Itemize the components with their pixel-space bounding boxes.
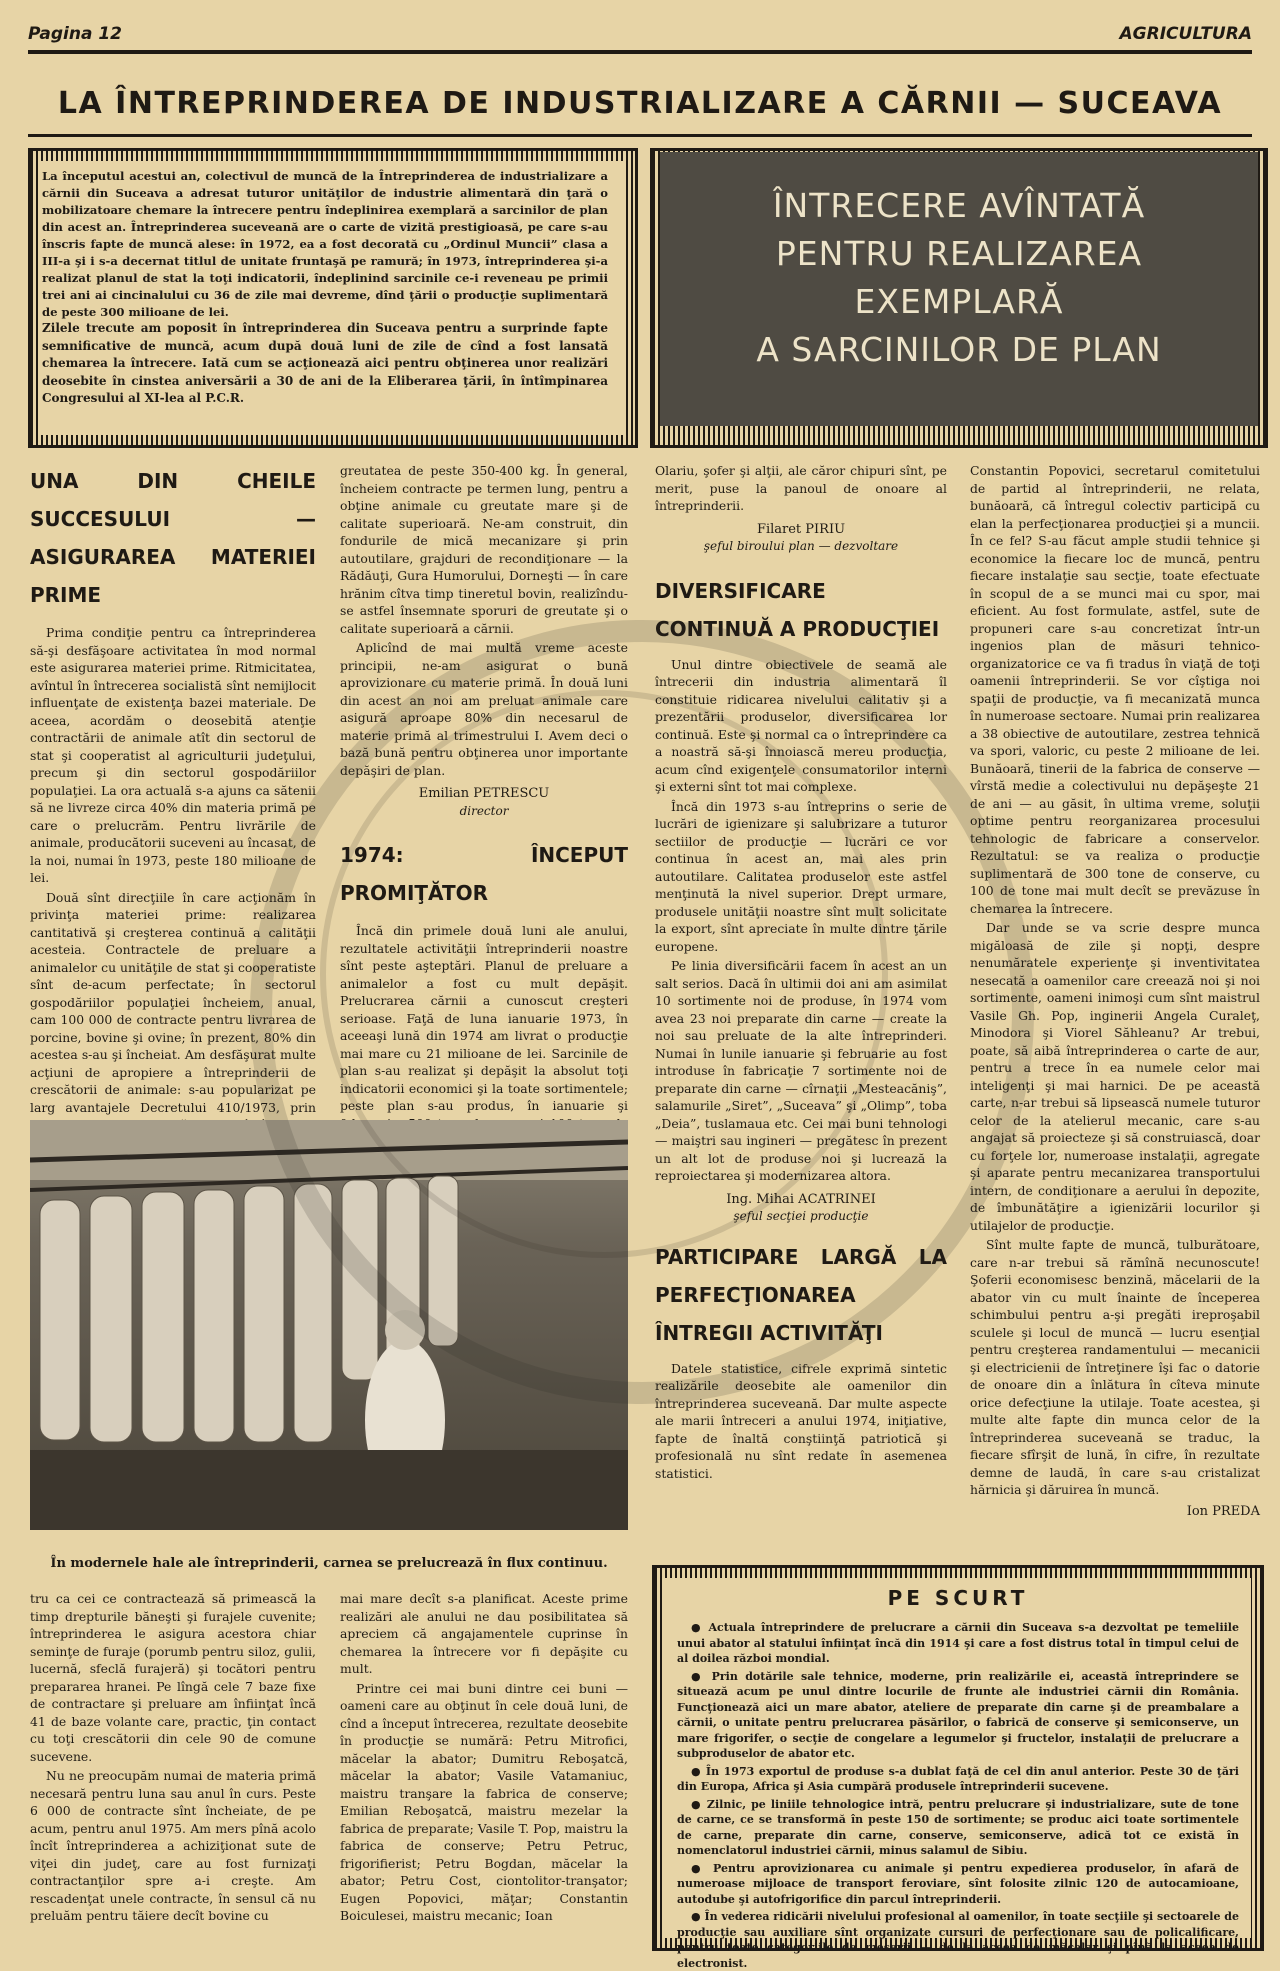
col3-paragraph-3: Încă din 1973 s-au întreprins o serie de lucrări de igienizare şi salubrizare a tuturor sectiilor de producţie — lucrări ce vor continua în acest an, mai ales prin autoutilare. Calitatea produselor este astfel menţinută la nivel superior. Drept urmare, produsele unităţii noastre sînt mult solicitate la export, sînt apreciate în multe dintre ţările europene. (655, 798, 947, 954)
pe-scurt-item: ● Actuala întreprindere de prelucrare a cărnii din Suceava s-a dezvoltat pe temeliile unui abator al statului înfiinţat încă din 1914 şi care a fost distrus total în timpul celui de al doilea război mondial. (677, 1621, 1239, 1665)
col1-paragraph-2: Două sînt direcţiile în care acţionăm în privinţa materiei prime: realizarea cantitativă şi creşterea continuă a calităţii acesteia. Contractele de preluare a animalelor cu unităţile de stat şi cooperatiste sînt de-acum perfectate; în sectorul gospodăriilor populaţiei încheiem, anual, cam 100 000 de contracte pentru livrarea de porcine, bovine şi ovine; în prezent, 80% din acestea s-au şi încheiat. Am desfăşurat multe acţiuni de apropiere a întreprinderii de crescătorii de animale: s-au popularizat pe larg avantajele Decretului 410/1973, prin (30, 889, 316, 1115)
signature-role: director (459, 803, 509, 818)
col4-paragraph-2: Dar unde se va scrie despre munca migăloasă de zile şi nopţi, despre nenumăratele experienţe şi inventivitatea nesecată a oamenilor care creează noi şi noi sortimente, oameni inimoşi cum sînt maistrul Vasile Gh. Pop, inginerii Angela Curaleţ, Minodora şi Viorel Săhleanu? Ar trebui, poate, să aibă întreprinderea o carte de aur, pentru a trece în ea numele celor mai inteligenţi şi mai harnici. De pe această carte, n-ar trebui să lipsească numele tuturor celor de la atelierul mecanic, care s-au angajat să proiecteze şi să construiască, doar cu forţele lor, numeroase instalaţii, agregate şi aparate pentru mecanizarea transportului intern, de condiţionare a aerului în depozite, de îmbunătăţire a igienizării locurilor şi utilajelor de producţie. (970, 920, 1260, 1233)
column-3 (655, 462, 947, 1484)
signature-role: şeful secţiei producţie (733, 1209, 869, 1223)
pe-scurt-list (655, 1620, 1261, 1971)
headline-rule (28, 134, 1252, 137)
section-title-participare: PARTICIPARE LARGĂ LA PERFECŢIONAREA ÎNTREGII ACTIVITĂŢI (655, 1244, 947, 1345)
signature-name: Emilian PETRESCU (418, 786, 550, 801)
page-header (28, 18, 1252, 48)
col2b-paragraph: mai mare decît s-a planificat. Aceste prime realizări ale anului ne dau posibilitatea să apreciem că angajamentele cuprinse în chemarea la întrecere vor fi depăşite cu mult. (340, 1591, 628, 1676)
pe-scurt-item: ● În vederea ridicării nivelului profesional al oamenilor, în toate secţiile şi sectoarele de producţie sau auxiliare sînt organizate cursuri de perfecţionare sau de policalificare, pentru toate categoriile de meserii — de la aceea de măcelar şi pînă la aceea de electronist. (677, 1910, 1239, 1970)
column-2-continued (340, 1590, 628, 1927)
section-title-inceput: 1974: ÎNCEPUT PROMIŢĂTOR (340, 843, 628, 905)
pe-scurt-title: PE SCURT (887, 1586, 1029, 1610)
section-title-diversificare: DIVERSIFICARE CONTINUĂ A PRODUCŢIEI (655, 578, 940, 641)
col3-paragraph-5: Datele statistice, cifrele exprimă sintetic realizările deosebite ale oamenilor din întreprinderea suceveană. Dar multe aspecte ale marii întreceri a anului 1974, iniţiative, fapte de înaltă conştiinţă patriotică şi profesională nu sînt redate în asemenea statistici. (655, 1360, 947, 1481)
intro-paragraph-2: Zilele trecute am poposit în întreprinderea din Suceava pentru a surprinde fapte semnificative de muncă, acum după două luni de zile de cînd a fost lansată chemarea la întrecere. Iată cum se acţionează aici pentru obţinerea unor realizări deosebite în cinstea aniversării a 30 de ani de la Eliberarea ţării, în întîmpinarea Congresului al XI-lea al P.C.R. (42, 321, 608, 405)
page-number: Pagina 12 (28, 24, 122, 44)
col2-paragraph-3: Încă din primele două luni ale anului, rezultatele activităţii întreprinderii noastre sînt peste aşteptări. Planul de preluare a animalelor a fost cu mult depăşit. Prelucrarea cărnii a cunoscut creşteri serioase. Faţă de luna ianuarie 1973, în aceeaşi lună din 1974 am livrat o producţie mai mare cu 21 milioane de lei. Sarcinile de plan s-au realizat şi depăşit la absolut toţi indicatorii economici şi la toate sortimentele; peste plan s-au produs, în ianuarie şi (340, 923, 628, 1113)
newspaper-name: AGRICULTURA (1119, 24, 1252, 44)
signature-petrescu (340, 785, 628, 820)
column-1-continued (30, 1590, 316, 1927)
headline: LA ÎNTREPRINDEREA DE INDUSTRIALIZARE A CĂRNII — SUCEAVA (57, 86, 1223, 121)
pe-scurt-item: ● Pentru aprovizionarea cu animale şi pentru expedierea produselor, în afară de numeroase mijloace de transport feroviare, sînt folosite zilnic 120 de autocamioane, autodube şi autofrigorifice din parcul întreprinderii. (677, 1861, 1239, 1906)
banner-line-1: ÎNTRECERE AVÎNTATĂ (772, 186, 1146, 225)
intro-paragraph-1: La începutul acestui an, colectivul de muncă de la Întreprinderea de industrializare a cărnii din Suceava a adresat tuturor unităţilor de industrie alimentară din ţară o mobilizatoare chemare la întrecere pentru îndeplinirea exemplară a sarcinilor de plan din acest an. Întreprinderea suceveană are o carte de vizită prestigioasă, pe care s-au înscris fapte de muncă alese: în 1972, ea a fost decorată cu „Ordinul Muncii” clasa a III-a şi i s-a decernat titlul de unitate fruntaşă pe ramură; în 1973, întreprinderea şi-a realizat planul de stat la toţi indicatorii, îndeplinind sarcinile ce-i reveneau pe primii trei ani ai cincinalului cu 36 de zile mai devreme, dînd ţării o producţie suplimentară de peste 300 milioane de lei. (42, 169, 608, 319)
header-rule (28, 50, 1252, 54)
pe-scurt-item: ● Zilnic, pe liniile tehnologice intră, pentru prelucrare şi industrializare, sute de tone de carne, ce se transformă în peste 150 de sortimente; se produc aici toate sortimentele de carne, preparate din carne, conserve, semiconserve, adică tot ce există în nomenclatorul industriei cărnii, minus salamul de Sibiu. (677, 1797, 1239, 1857)
col1b-paragraph: tru ca cei ce contractează să primească la timp drepturile băneşti şi furajele cuvenite; întreprinderea le asigura acestora chiar seminţe de furaje (porumb pentru siloz, gulii, lucernă, sfeclă furajeră) şi tocători pentru prepararea hranei. Pe lîngă cele 7 baze fixe de contractare şi preluare am înfiinţat încă 41 de baze volante care, practic, ţin contact cu toţi crescătorii din cele 90 de comune sucevene. (30, 1591, 316, 1764)
banner (660, 152, 1258, 426)
col3-paragraph-4: Pe linia diversificării facem în acest an un salt serios. Dacă în ultimii doi ani am asimilat 10 sortimente noi de produse, în 1974 vom avea 23 noi preparate din carne — create la noi sau preluate de la alte întreprinderi. Numai în lunile ianuarie şi februarie au fost introduse în fabricaţie 7 sortimente noi de preparate din carne — cîrnaţii „Mesteacăniş”, salamurile „Siret”, „Suceava” şi „Olimp”, toba „Deia”, tuslamaua etc. Cei mai buni tehnologi — maiştri sau ingineri — pregătesc în prezent un alt lot de produse noi şi lucrează la reproiectarea şi modernizarea altora. (655, 958, 947, 1183)
carcass-line-illustration (30, 1120, 628, 1530)
signature-name: Ing. Mihai ACATRINEI (726, 1191, 876, 1207)
banner-line-2: PENTRU REALIZAREA (775, 234, 1143, 273)
column-4 (970, 462, 1260, 1520)
col4-paragraph-3: Sînt multe fapte de muncă, tulburătoare, care n-ar trebui să rămînă necunoscute! Şoferii economisesc benzină, măcelarii de la abator vin cu mult înainte de începerea schimbului pentru a-şi pregăti ireproşabil sculele şi locul de muncă — lucru esenţial pentru creşterea randamentului — mecanicii şi electricienii de întreţinere îşi fac o datorie de onoare din a înlătura în cîteva minute orice defecţiune la utilaje. Toate acestea, şi multe alte fapte din munca celor de la întreprinderea suceveană se traduc, la fiecare sfîrşit de lună, în cifre, în rezultate demne de laudă, în care s-au cristalizat hărnicia şi dăruirea în muncă. (970, 1237, 1260, 1497)
signature-piriu (655, 521, 947, 556)
col3-paragraph-2: Unul dintre obiectivele de seamă ale întrecerii din industria alimentară îl constituie ridicarea nivelului calitativ şi a prezentării produselor, diversificarea lor continuă. Este şi normal ca o întreprindere ca a noastră să-şi înnoiască mereu producţia, acum cînd exigenţele consumatorilor interni şi externi sînt tot mai complexe. (655, 656, 947, 794)
section-title-materia-prima: UNA DIN CHEILE SUCCESULUI — ASIGURAREA MATERIEI PRIME (30, 469, 316, 607)
column-1 (30, 462, 316, 1153)
signature-role: şeful biroului plan — dezvoltare (703, 539, 899, 553)
signature-name: Filaret PIRIU (756, 521, 846, 537)
signature-acatrinei (655, 1191, 947, 1226)
column-2 (340, 462, 628, 1169)
banner-line-3: EXEMPLARĂ (854, 282, 1064, 321)
col2c-paragraph: Printre cei mai buni dintre cei buni — oameni care au obţinut în cele două luni, de cînd a început întrecerea, rezultate deosebite în producţie se numără: Petru Mitrofici, măcelar la abator; Dumitru Reboşatcă, măcelar la abator; Vasile Vatamaniuc, maistru tranşare la fabrica de conserve; Emilian Reboşatcă, maistru mezelar la fabrica de preparate; Vasile T. Pop, maistru la fabrica de conserve; Petru Petruc, frigorifierist; Petru Bogdan, măcelar la abator; Petru Cost, ciontolitor-tranşator; Eugen Popovici, măţar; Constantin Boiculesei, maistru mecanic; Ioan (340, 1680, 628, 1923)
signature-preda: Ion PREDA (1186, 1503, 1260, 1519)
col1-paragraph-1: Prima condiţie pentru ca întreprinderea să-şi desfăşoare activitatea în mod normal este asigurarea materiei prime. Ritmicitatea, avîntul în întrecerea socialistă sînt nemijlocit influenţate de existenţa bazei materiale. De aceea, acordăm o deosebită atenţie contractării de animale atît din sectorul de stat şi cooperatist al agriculturii judeţului, precum şi din sectorul gospodăriilor populaţiei. La ora actuală s-a ajuns ca sătenii să ne livreze circa 40% din materia primă pe care o prelucrăm. Pentru livrările de animale, producătorii suceveni au încasat, de la noi, numai în 1973, peste 180 milioane de lei. (30, 625, 316, 885)
col2-paragraph-2: Aplicînd de mai multă vreme aceste principii, ne-am asigurat o bună aprovizionare cu materie primă. În două luni din acest an noi am preluat animale care asigură aproape 80% din necesarul de materie primă al trimestrului I. Avem deci o bază bună pentru obţinerea unor importante depăşiri de plan. (340, 640, 628, 778)
pe-scurt-box (655, 1568, 1261, 1970)
photo-caption: În modernele hale ale întreprinderii, carnea se prelucrează în flux continuu. (50, 1556, 608, 1571)
col3-paragraph-1: Olariu, şofer şi alţii, ale căror chipuri sînt, pe merit, puse la panoul de onoare al întreprinderii. (655, 463, 947, 513)
pe-scurt-item: ● În 1973 exportul de produse s-a dublat faţă de cel din anul anterior. Peste 30 de ţări din Europa, Africa şi Asia cumpără produsele întreprinderii sucevene. (677, 1764, 1239, 1793)
factory-hall-photo (30, 1120, 628, 1530)
col1c-paragraph: Nu ne preocupăm numai de materia primă necesară pentru luna sau anul în curs. Peste 6 000 de contracte sînt încheiate, de pe acum, pentru anul 1975. Am mers pînă acolo încît întreprinderea a achiziţionat sute de viţei din judeţ, care au fost furnizaţi contractanţilor spre a-i creşte. Am rescadenţat unele contracte, în sensul că nu preluăm pentru tăiere decît bovine cu (30, 1768, 316, 1923)
banner-line-4: A SARCINILOR DE PLAN (756, 330, 1162, 369)
col4-paragraph-1: Constantin Popovici, secretarul comitetului de partid al întreprinderii, ne relata, bunăoară, că întregul colectiv participă cu elan la perfecţionarea producţiei şi a muncii. În ce fel? S-au făcut ample studii tehnice şi economice la fiecare loc de muncă, pentru fiecare instalaţie sau secţie, toate efectuate în scopul de a se munci mai cu spor, mai eficient. Au fost formulate, astfel, sute de propuneri care s-au concretizat într-un ingenios plan de măsuri tehnico-organizatorice ce va fi tradus în viaţă de toţi oamenii întreprinderii. Se vor cîştiga noi spaţii de producţie, va fi mecanizată munca în numeroase sectoare. Numai prin realizarea a 38 obiective de autoutilare, zestrea tehnică va spori, valoric, cu peste 2 milioane de lei. Bunăoară, tinerii de la fabrica de conserve — vîrstă medie a colectivului nu depăşeşte 21 de ani — au găsit, în ultima vreme, soluţii optime pentru reorganizarea procesului tehnologic de fabricare a conservelor. Rezultatul: se va realiza o producţie suplimentară de 300 tone de conserve, cu 100 de tone mai mult decît se prevăzuse în chemarea la întrecere. (970, 463, 1260, 916)
pe-scurt-item: ● Prin dotările sale tehnice, moderne, prin realizările ei, această întreprindere se situează acum pe unul dintre locurile de frunte ale industriei cărnii din România. Funcţionează aici un mare abator, ateliere de preparate din carne şi de preambalare a cărnii, o unitate pentru prelucrarea păsărilor, o fabrică de conserve şi semiconserve, un mare frigorifer, o secţie de congelare a legumelor şi fructelor, instalaţii de prelucrare a subproduselor de abator etc. (677, 1669, 1239, 1760)
col2-paragraph-1: greutatea de peste 350-400 kg. În general, încheiem contracte pe termen lung, pentru a obţine animale cu greutate mare şi de calitate superioară. Ne-am construit, din fondurile de mică mecanizare şi prin autoutilare, grajduri de recondiţionare — la Rădăuţi, Gura Humorului, Dorneşti — în care hrănim cîtva timp tineretul bovin, realizîndu-se astfel însemnate sporuri de greutate şi o calitate superioară a cărnii. (340, 463, 628, 636)
